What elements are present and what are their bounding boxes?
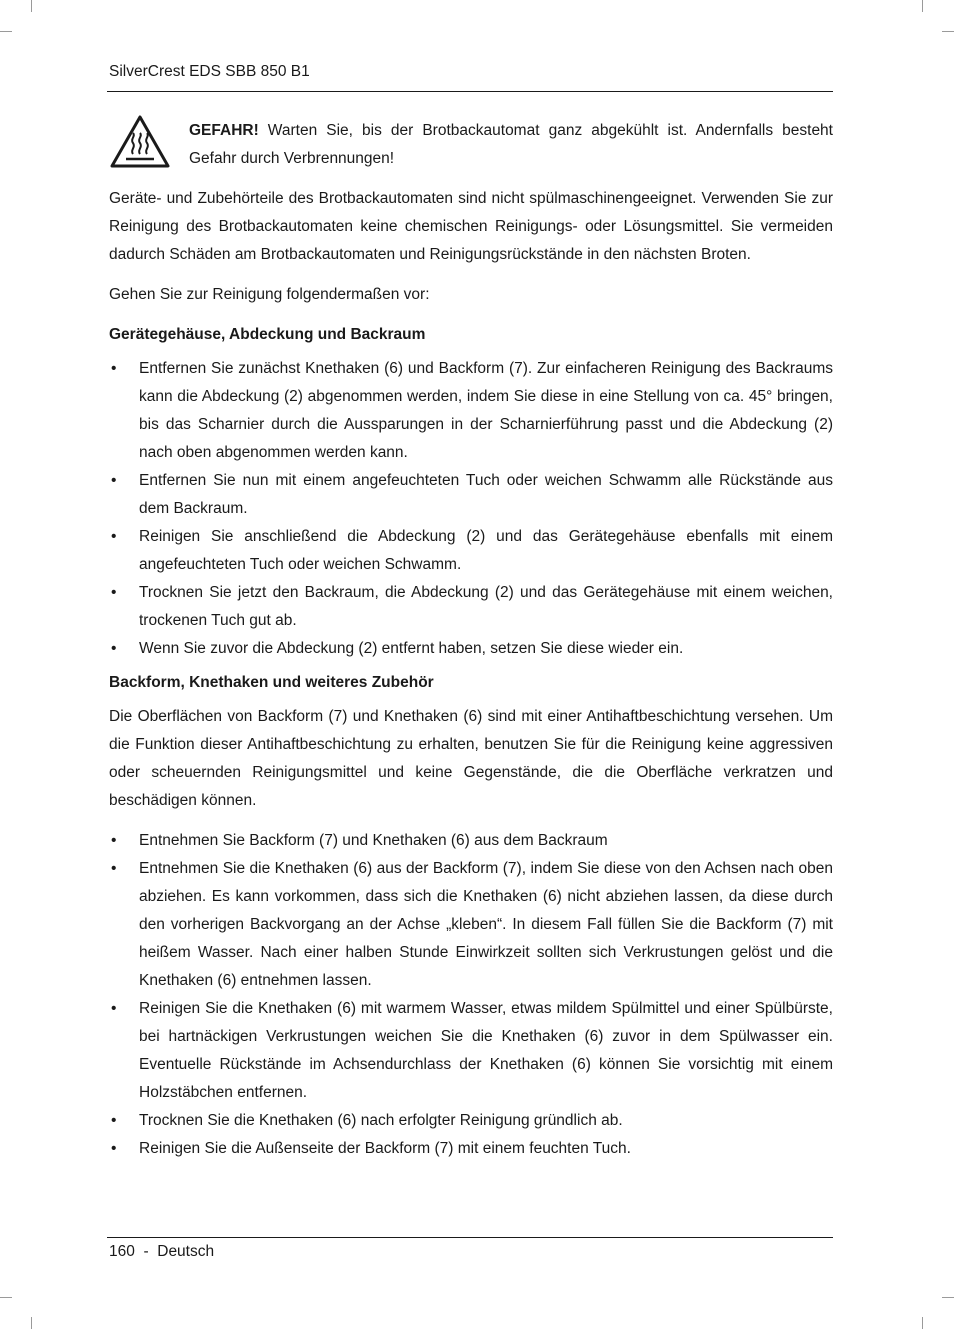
crop-mark [922,1317,923,1329]
bullet-icon: • [111,360,117,377]
crop-mark [942,31,954,32]
bullet-icon: • [111,584,117,601]
list-item: • Trocknen Sie jetzt den Backraum, die Abdeckung (2) und das Gerätegehäuse mit einem weichen, trockenen Tuch gut ab. [109,579,833,635]
header-rule [107,91,833,92]
running-header: SilverCrest EDS SBB 850 B1 [109,63,310,80]
list-item: • Reinigen Sie anschließend die Abdeckung (2) und das Gerätegehäuse ebenfalls mit einem angefeuchteten Tuch oder weichen Schwamm. [109,523,833,579]
list-item: • Entfernen Sie zunächst Knethaken (6) und Backform (7). Zur einfacheren Reinigung des Backraums kann die Abdeckung (2) abgenommen werden, indem Sie diese in eine Stellung von ca. 45° bringen, bis das Scharnier durch die Aussparungen in der Scharnierführung passt und die Abdeckung (2) nach oben abgenommen werden kann. [109,355,833,467]
warning-body: Warten Sie, bis der Brotbackautomat ganz abgekühlt ist. Andernfalls besteht Gefahr durch Verbrennungen! [189,122,833,167]
bullet-icon: • [111,640,117,657]
warning-label: GEFAHR! [189,122,259,139]
procedure-intro: Gehen Sie zur Reinigung folgendermaßen vor: [109,286,430,303]
footer-rule [107,1237,833,1238]
list-item: • Reinigen Sie die Außenseite der Backform (7) mit einem feuchten Tuch. [109,1135,833,1163]
section-heading-housing: Gerätegehäuse, Abdeckung und Backraum [109,326,426,343]
crop-mark [31,0,32,12]
coating-paragraph: Die Oberflächen von Backform (7) und Knethaken (6) sind mit einer Antihaftbeschichtung versehen. Um die Funktion dieser Antihaftbeschichtung zu erhalten, benutzen Sie für die Reinigung keine aggressiven oder scheuernden Reinigungsmittel und keine Gegenstände, die die Oberfläche verkratzen und beschädigen können. [109,708,833,809]
crop-mark [942,1297,954,1298]
list-item: • Wenn Sie zuvor die Abdeckung (2) entfernt haben, setzen Sie diese wieder ein. [109,635,833,663]
page-footer: 160 - Deutsch [109,1243,215,1260]
section-heading-accessories: Backform, Knethaken und weiteres Zubehör [109,674,434,691]
hot-surface-warning-icon [109,114,171,170]
danger-warning [109,117,833,173]
accessory-cleaning-list [109,827,833,1163]
bullet-icon: • [111,1140,117,1157]
crop-mark [0,1297,12,1298]
list-item: • Entfernen Sie nun mit einem angefeuchteten Tuch oder weichen Schwamm alle Rückstände aus dem Backraum. [109,467,833,523]
intro-paragraph: Geräte- und Zubehörteile des Brotbackautomaten sind nicht spülmaschinengeeignet. Verwenden Sie zur Reinigung des Brotbackautomaten keine chemischen Reinigungs- oder Lösungsmittel. Sie vermeiden dadurch Schäden am Brotbackautomaten und Reinigungsrückstände in den nächsten Broten. [109,190,833,263]
bullet-icon: • [111,860,117,877]
warning-text [189,117,833,173]
crop-mark [0,31,12,32]
list-item: • Trocknen Sie die Knethaken (6) nach erfolgter Reinigung gründlich ab. [109,1107,833,1135]
bullet-icon: • [111,528,117,545]
bullet-icon: • [111,472,117,489]
list-item: • Entnehmen Sie die Knethaken (6) aus der Backform (7), indem Sie diese von den Achsen nach oben abziehen. Es kann vorkommen, dass sich die Knethaken (6) nicht abziehen lassen, da diese durch den vorherigen Backvorgang an der Achse „kleben“. In diesem Fall füllen Sie die Backform (7) mit heißem Wasser. Nach einer halben Stunde Einwirkzeit sollten sich Verkrustungen gelöst und die Knethaken (6) entnehmen lassen. [109,855,833,995]
bullet-icon: • [111,1112,117,1129]
crop-mark [31,1317,32,1329]
bullet-icon: • [111,832,117,849]
page-content [109,117,833,1163]
crop-mark [922,0,923,12]
housing-cleaning-list [109,355,833,663]
bullet-icon: • [111,1000,117,1017]
list-item: • Entnehmen Sie Backform (7) und Knethaken (6) aus dem Backraum [109,827,833,855]
list-item: • Reinigen Sie die Knethaken (6) mit warmem Wasser, etwas mildem Spülmittel und einer Spülbürste, bei hartnäckigen Verkrustungen weichen Sie die Knethaken (6) zuvor in dem Spülwasser ein. Eventuelle Rückstände im Achsendurchlass der Knethaken (6) können Sie vorsichtig mit einem Holzstäbchen entfernen. [109,995,833,1107]
